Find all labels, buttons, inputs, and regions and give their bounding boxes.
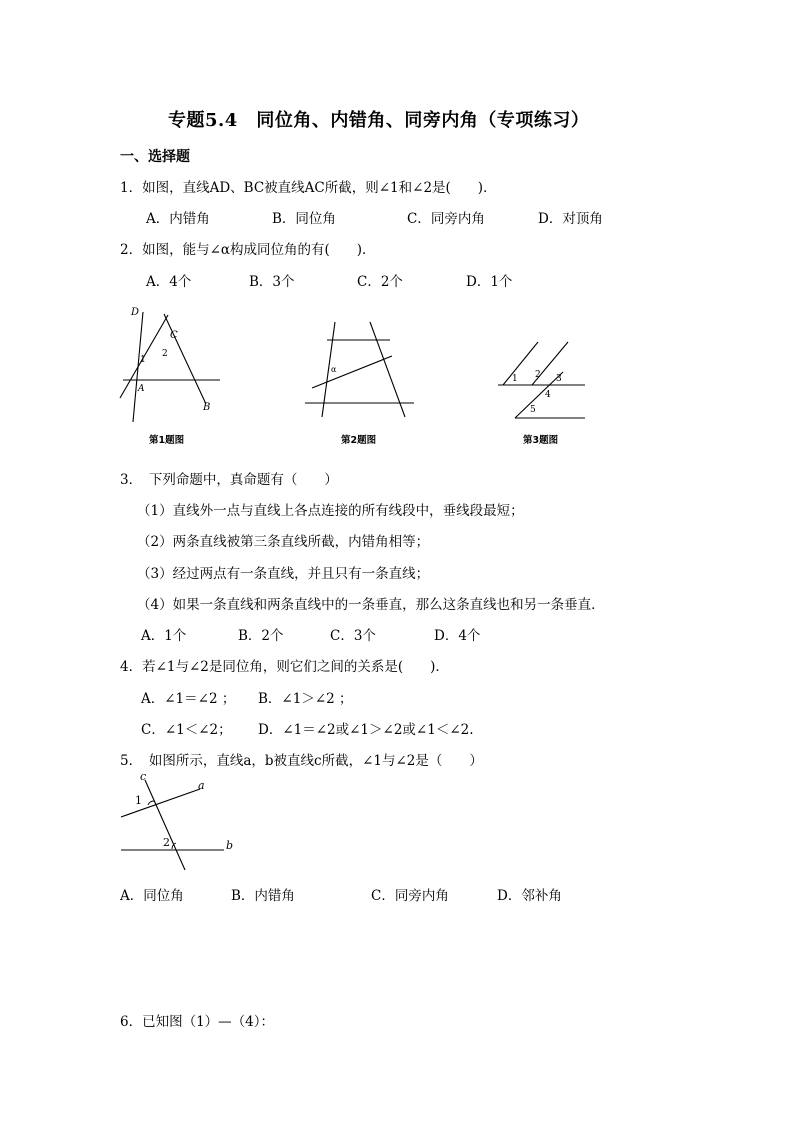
q1-option-c[interactable]: C．同旁内角 (407, 211, 485, 227)
q4-option-b[interactable]: B．∠1＞∠2 ； (258, 691, 353, 707)
fig1-label-b: B (203, 402, 211, 413)
q1-stem: 1．如图，直线AD、BC被直线AC所截，则∠1和∠2是( )． (120, 180, 497, 196)
q4-stem: 4．若∠1与∠2是同位角，则它们之间的关系是( )． (120, 659, 449, 675)
q3-stem: 3． 下列命题中，真命题有（ ） (120, 472, 338, 488)
q3-item-2: （2）两条直线被第三条直线所截，内错角相等； (137, 534, 430, 550)
q5-option-c[interactable]: C．同旁内角 (371, 888, 449, 904)
q5-option-b[interactable]: B．内错角 (231, 888, 295, 904)
q5-label-1: 1 (135, 794, 142, 807)
fig1-label-d: D (131, 307, 140, 318)
q5-label-c: c (140, 770, 147, 783)
q3-option-a[interactable]: A．1个 (141, 628, 187, 644)
q4-option-d[interactable]: D．∠1＝∠2或∠1＞∠2或∠1＜∠2. (258, 722, 474, 738)
q5-label-2: 2 (163, 836, 170, 849)
q5-option-d[interactable]: D．邻补角 (497, 888, 562, 904)
page-title: 专题5.4 同位角、内错角、同旁内角（专项练习） (168, 110, 590, 131)
q3-item-3: （3）经过两点有一条直线，并且只有一条直线； (137, 566, 430, 582)
q4-option-c[interactable]: C．∠1＜∠2； (141, 722, 232, 738)
q2-stem: 2．如图，能与∠α构成同位角的有( )． (120, 242, 376, 258)
fig1-caption: 第1题图 (149, 435, 185, 446)
section-heading: 一、选择题 (120, 149, 190, 165)
fig3-label-2: 2 (535, 370, 541, 380)
fig3-label-5: 5 (530, 405, 536, 415)
fig1-label-1: 1 (140, 355, 146, 365)
q5-label-a: a (198, 779, 205, 792)
q2-option-d[interactable]: D．1个 (466, 274, 513, 290)
q1-option-b[interactable]: B．同位角 (272, 211, 336, 227)
q2-option-a[interactable]: A．4个 (146, 274, 192, 290)
q5-stem: 5． 如图所示，直线a，b被直线c所截，∠1与∠2是（ ） (120, 753, 483, 769)
fig1-label-2: 2 (162, 349, 168, 359)
q3-option-d[interactable]: D．4个 (434, 628, 481, 644)
fig1-label-a: A (138, 384, 145, 394)
fig3-label-4: 4 (545, 390, 551, 400)
q1-option-a[interactable]: A．内错角 (146, 211, 210, 227)
q3-item-4: （4）如果一条直线和两条直线中的一条垂直，那么这条直线也和另一条垂直． (137, 597, 605, 613)
q3-option-b[interactable]: B．2个 (238, 628, 284, 644)
fig3-caption: 第3题图 (523, 435, 559, 446)
q3-option-c[interactable]: C．3个 (330, 628, 376, 644)
fig2-caption: 第2题图 (341, 435, 377, 446)
fig3-label-1: 1 (512, 374, 518, 384)
q2-option-b[interactable]: B．3个 (249, 274, 295, 290)
q1-option-d[interactable]: D．对顶角 (538, 211, 603, 227)
q5-label-b: b (226, 839, 234, 852)
q5-option-a[interactable]: A．同位角 (120, 888, 184, 904)
q4-option-a[interactable]: A．∠1＝∠2 ； (141, 691, 236, 707)
q6-stem: 6．已知图（1）—（4）： (120, 1014, 275, 1030)
fig3-label-3: 3 (556, 374, 562, 384)
fig2-label-alpha: α (331, 365, 337, 374)
fig1-label-c: C (170, 330, 178, 341)
q3-item-1: （1）直线外一点与直线上各点连接的所有线段中，垂线段最短； (137, 503, 524, 519)
q2-option-c[interactable]: C．2个 (357, 274, 403, 290)
